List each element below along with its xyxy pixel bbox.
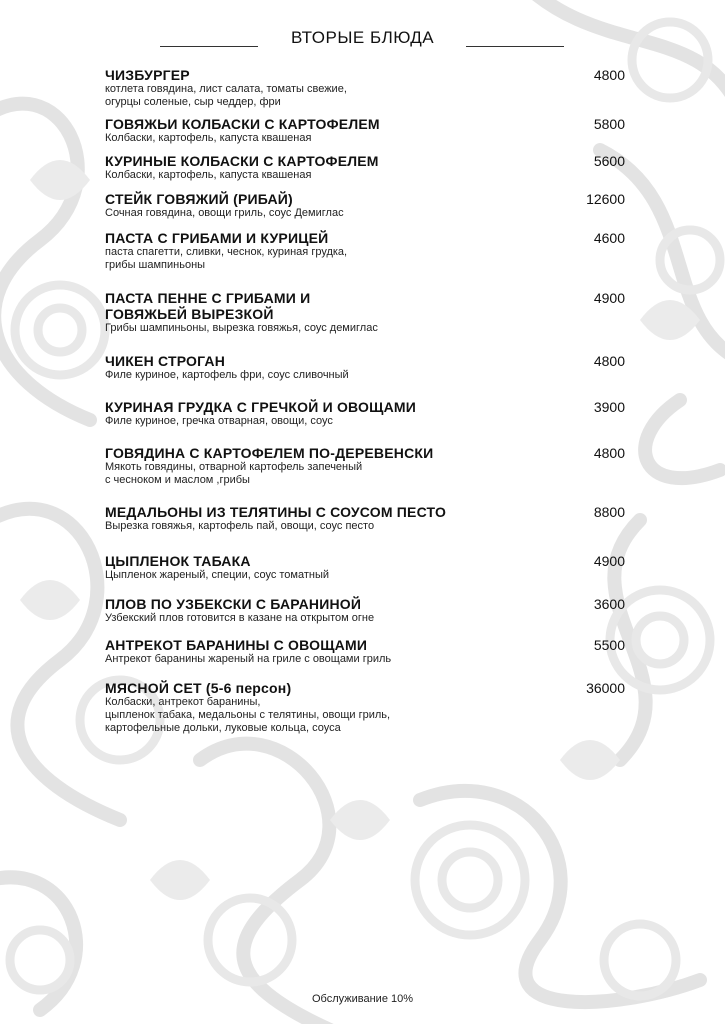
dish-name: КУРИНАЯ ГРУДКА С ГРЕЧКОЙ И ОВОЩАМИ [105,399,417,415]
dish-price: 4600 [593,230,625,246]
dish-description: Вырезка говяжья, картофель пай, овощи, соус песто [105,520,375,532]
dish-description: Грибы шампиньоны, вырезка говяжья, соус демиглас [105,322,378,334]
menu-item [105,399,625,428]
dish-name: ПАСТА ПЕННЕ С ГРИБАМИ И ГОВЯЖЬЕЙ ВЫРЕЗКОЙ [105,290,311,322]
menu-header [0,28,725,52]
dish-name: ЦЫПЛЕНОК ТАБАКА [105,553,251,569]
dish-description: Сочная говядина, овощи гриль, соус Демиглас [105,207,344,219]
dish-price: 3900 [593,399,625,415]
menu-item [105,116,625,145]
section-title: ВТОРЫЕ БЛЮДА [290,28,435,47]
dish-name: ПЛОВ ПО УЗБЕКСКИ С БАРАНИНОЙ [105,596,362,612]
dish-price: 8800 [593,504,625,520]
dish-price: 5500 [593,637,625,653]
dish-price: 4800 [593,67,625,83]
dish-price: 4900 [593,290,625,306]
dish-name: ПАСТА С ГРИБАМИ И КУРИЦЕЙ [105,230,329,246]
dish-description: Филе куриное, картофель фри, соус сливочный [105,369,349,381]
dish-description: паста спагетти, сливки, чеснок, куриная грудка, грибы шампиньоны [105,246,348,271]
dish-description: Узбекский плов готовится в казане на открытом огне [105,612,375,624]
dish-name: ГОВЯДИНА С КАРТОФЕЛЕМ ПО-ДЕРЕВЕНСКИ [105,445,434,461]
menu-item [105,290,625,335]
dish-description: Мякоть говядины, отварной картофель запеченый с чесноком и маслом ,грибы [105,461,363,486]
menu-item [105,680,625,735]
dish-price: 4800 [593,445,625,461]
menu-item [105,596,625,625]
dish-price: 5600 [593,153,625,169]
dish-price: 5800 [593,116,625,132]
dish-name: ГОВЯЖЬИ КОЛБАСКИ С КАРТОФЕЛЕМ [105,116,380,132]
dish-name: ЧИЗБУРГЕР [105,67,190,83]
dish-price: 3600 [593,596,625,612]
dish-name: АНТРЕКОТ БАРАНИНЫ С ОВОЩАМИ [105,637,368,653]
header-rule-right [466,46,564,47]
menu-item [105,67,625,109]
dish-name: СТЕЙК ГОВЯЖИЙ (РИБАЙ) [105,191,293,207]
menu-item [105,553,625,582]
menu-item [105,637,625,666]
dish-description: Колбаски, антрекот баранины, цыпленок табака, медальоны с телятины, овощи гриль, картофельные дольки, луковые кольца, соуса [105,696,391,734]
menu-item [105,445,625,487]
dish-name: МЯСНОЙ СЕТ (5-6 персон) [105,680,292,696]
dish-name: ЧИКЕН СТРОГАН [105,353,226,369]
dish-description: Цыпленок жареный, специи, соус томатный [105,569,330,581]
menu-item [105,353,625,382]
menu-item [105,504,625,533]
dish-name: МЕДАЛЬОНЫ ИЗ ТЕЛЯТИНЫ С СОУСОМ ПЕСТО [105,504,447,520]
menu-item [105,191,625,220]
dish-price: 12600 [586,191,625,207]
dish-description: Филе куриное, гречка отварная, овощи, соус [105,415,333,427]
menu-item [105,153,625,182]
dish-name: КУРИНЫЕ КОЛБАСКИ С КАРТОФЕЛЕМ [105,153,379,169]
dish-description: Антрекот баранины жареный на гриле с овощами гриль [105,653,392,665]
dish-description: котлета говядина, лист салата, томаты свежие, огурцы соленые, сыр чеддер, фри [105,83,347,108]
dish-price: 4900 [593,553,625,569]
dish-price: 4800 [593,353,625,369]
menu-item [105,230,625,272]
service-charge-note: Обслуживание 10% [311,993,414,1005]
dish-description: Колбаски, картофель, капуста квашеная [105,169,312,181]
dish-description: Колбаски, картофель, капуста квашеная [105,132,312,144]
dish-price: 36000 [586,680,625,696]
